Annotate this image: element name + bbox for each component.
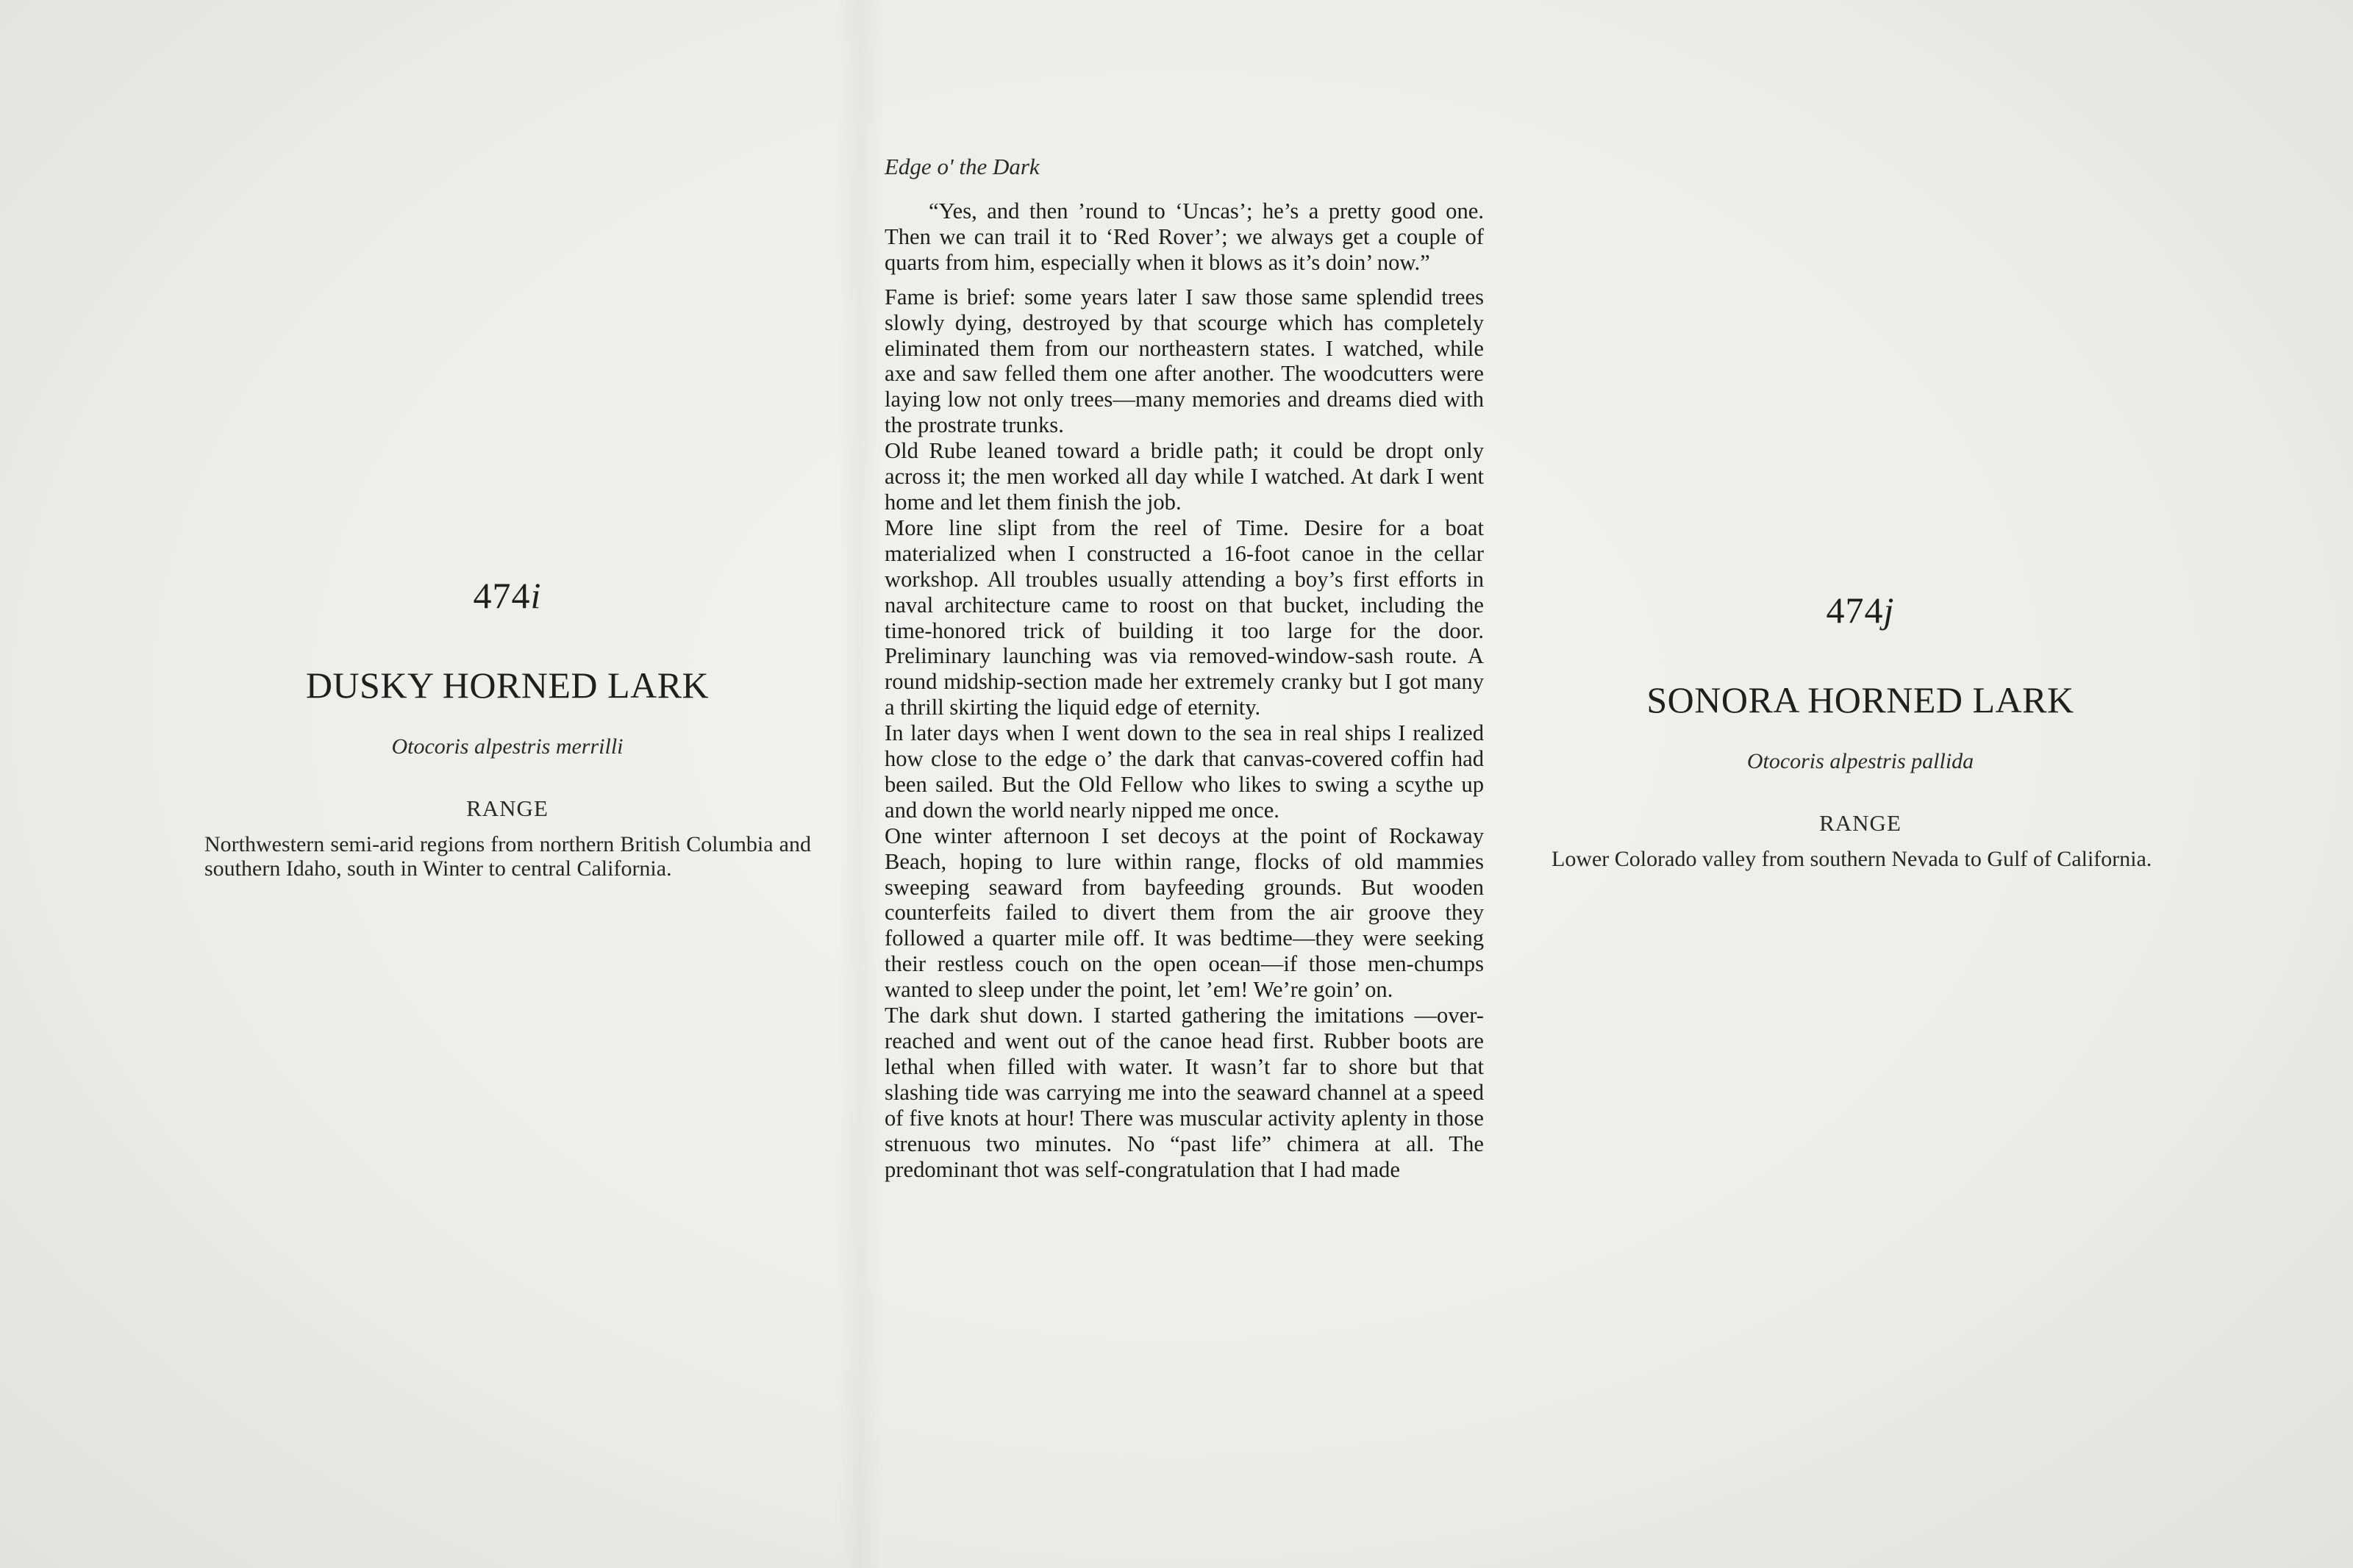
plate-number (199, 573, 816, 617)
article-paragraph: More line slipt from the reel of Time. Desire for a boat materialized when I constructed a 16-foot canoe in the cellar workshop. All troubles usually attending a boy’s first efforts in naval architecture came to roost on that bucket, including the time-honored trick of building it too large for the door. Preliminary launching was via removed-window-sash route. A round midship-section made her extremely cranky but I got many a thrill skirting the liquid edge of eternity. (885, 515, 1484, 720)
right-plate (1552, 588, 2169, 871)
page-fold-shadow (838, 0, 882, 1568)
latin-name: Otocoris alpestris pallida (1746, 749, 1974, 773)
range-text: Lower Colorado valley from southern Nevada to Gulf of California. (1552, 847, 2152, 871)
article-paragraph: “Yes, and then ’round to ‘Uncas’; he’s a pretty good one. Then we can trail it to ‘Red Rover’; we always get a couple of quarts from him, especially when it blows as it’s doin’ now.” (885, 198, 1484, 275)
range-text: Northwestern semi-arid regions from northern British Columbia and southern Idaho, south in Winter to central California. (204, 832, 811, 881)
article-paragraph: In later days when I went down to the sea in real ships I realized how close to the edge o’ the dark that canvas-covered coffin had been sailed. But the Old Fellow who likes to swing a scythe up and down the world nearly nipped me once. (885, 720, 1484, 823)
species-name: DUSKY HORNED LARK (305, 665, 710, 706)
article-paragraph: Old Rube leaned toward a bridle path; it could be dropt only across it; the men worked all day while I watched. At dark I went home and let them finish the job. (885, 438, 1484, 515)
plate-number-digits: 474 (1826, 590, 1884, 631)
latin-name: Otocoris alpestris merrilli (391, 734, 624, 759)
article-paragraph: One winter afternoon I set decoys at the point of Rockaway Beach, hoping to lure within range, flocks of old mammies sweeping seaward from bayfeeding grounds. But wooden counterfeits failed to divert them from the air groove they followed a quarter mile off. It was bedtime—they were seeking their restless couch on the open ocean—if those men-chumps wanted to sleep under the point, let ’em! We’re goin’ on. (885, 823, 1484, 1003)
left-plate (199, 573, 816, 881)
article-column (885, 198, 1484, 1182)
article-paragraph: Fame is brief: some years later I saw those same splendid trees slowly dying, destroyed by that scourge which has completely eliminated them from our northeastern states. I watched, while axe and saw felled them one after another. The woodcutters were laying low not only trees—many memories and dreams died with the prostrate trunks. (885, 284, 1484, 438)
article-paragraph: The dark shut down. I started gathering the imitations —over-reached and went out of the canoe head first. Rubber boots are lethal when filled with water. It wasn’t far to shore but that slashing tide was carrying me into the seaward channel at a speed of five knots at hour! There was muscular activity aplenty in those strenuous two minutes. No “past life” chimera at all. The predominant thot was self-congratulation that I had made (885, 1003, 1484, 1182)
plate-number-suffix: i (530, 575, 542, 616)
plate-number (1552, 588, 2169, 632)
plate-number-suffix: j (1883, 590, 1895, 631)
plate-number-digits: 474 (473, 575, 531, 616)
range-heading: RANGE (466, 795, 549, 821)
running-head: Edge o' the Dark (885, 154, 1040, 179)
range-heading: RANGE (1819, 810, 1902, 836)
species-name: SONORA HORNED LARK (1646, 679, 2074, 720)
